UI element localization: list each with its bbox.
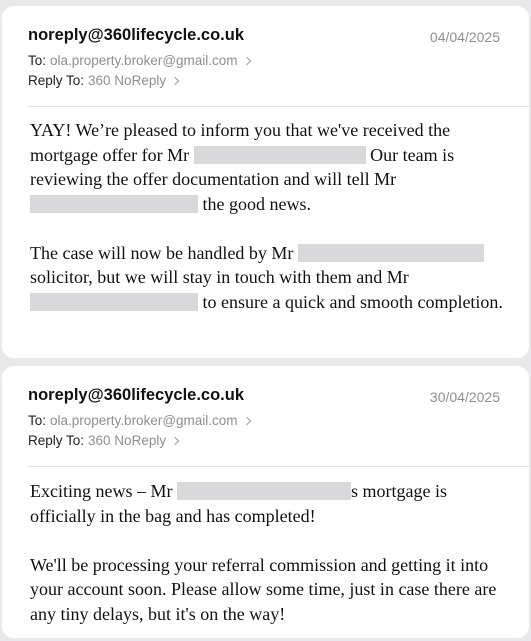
email-card-2: [2, 366, 529, 638]
to-address[interactable]: ola.property.broker@gmail.com: [50, 413, 238, 428]
chevron-right-icon[interactable]: [242, 57, 250, 65]
body-text: YAY! We’re pleased to inform you that we've received the mortgage offer for Mr: [30, 120, 451, 165]
to-row: [28, 413, 250, 428]
body-text: Our team is reviewing the offer documentation and will tell Mr: [30, 144, 455, 189]
body-text: the good news.: [202, 193, 311, 214]
chevron-right-icon[interactable]: [242, 417, 250, 425]
divider: [28, 106, 529, 107]
email-header: [2, 6, 529, 106]
redacted-name: [30, 293, 198, 311]
to-label: To:: [28, 413, 47, 428]
to-row: [28, 53, 250, 68]
redacted-name: [298, 244, 484, 262]
body-paragraph: [30, 241, 509, 315]
body-paragraph: [30, 118, 509, 216]
redacted-name: [30, 195, 198, 213]
body-text: s mortgage is officially in the bag and has completed!: [30, 481, 447, 526]
chevron-right-icon[interactable]: [171, 77, 179, 85]
reply-to-address[interactable]: 360 NoReply: [88, 73, 167, 88]
sender-address[interactable]: noreply@360lifecycle.co.uk: [28, 386, 245, 404]
body-text: The case will now be handled by Mr: [30, 242, 294, 263]
to-address[interactable]: ola.property.broker@gmail.com: [50, 53, 238, 68]
reply-to-address[interactable]: 360 NoReply: [88, 433, 167, 448]
sender-address[interactable]: noreply@360lifecycle.co.uk: [28, 26, 245, 44]
reply-to-label: Reply To:: [28, 73, 85, 88]
reply-to-row: [28, 73, 178, 88]
body-text: Exciting news – Mr: [30, 481, 173, 501]
body-paragraph: We'll be processing your referral commission and getting it into your account soon. Please allow some time, just in case there are any tiny delays, but it's on the way!: [30, 554, 497, 624]
redacted-name: [177, 482, 351, 500]
body-text: to ensure a quick and smooth completion.: [202, 291, 503, 312]
chevron-right-icon[interactable]: [171, 437, 179, 445]
to-label: To:: [28, 53, 47, 68]
reply-to-label: Reply To:: [28, 433, 85, 448]
email-header: [2, 366, 529, 466]
email-card-1: [2, 6, 529, 358]
body-text: solicitor, but we will stay in touch with them and Mr: [30, 267, 409, 287]
body-paragraph: [30, 479, 509, 528]
email-date: 04/04/2025: [429, 29, 500, 45]
divider: [28, 466, 529, 467]
email-body: [30, 118, 509, 314]
reply-to-row: [28, 433, 178, 448]
redacted-name: [194, 146, 366, 164]
email-date: 30/04/2025: [429, 389, 500, 405]
email-body: [30, 479, 509, 626]
